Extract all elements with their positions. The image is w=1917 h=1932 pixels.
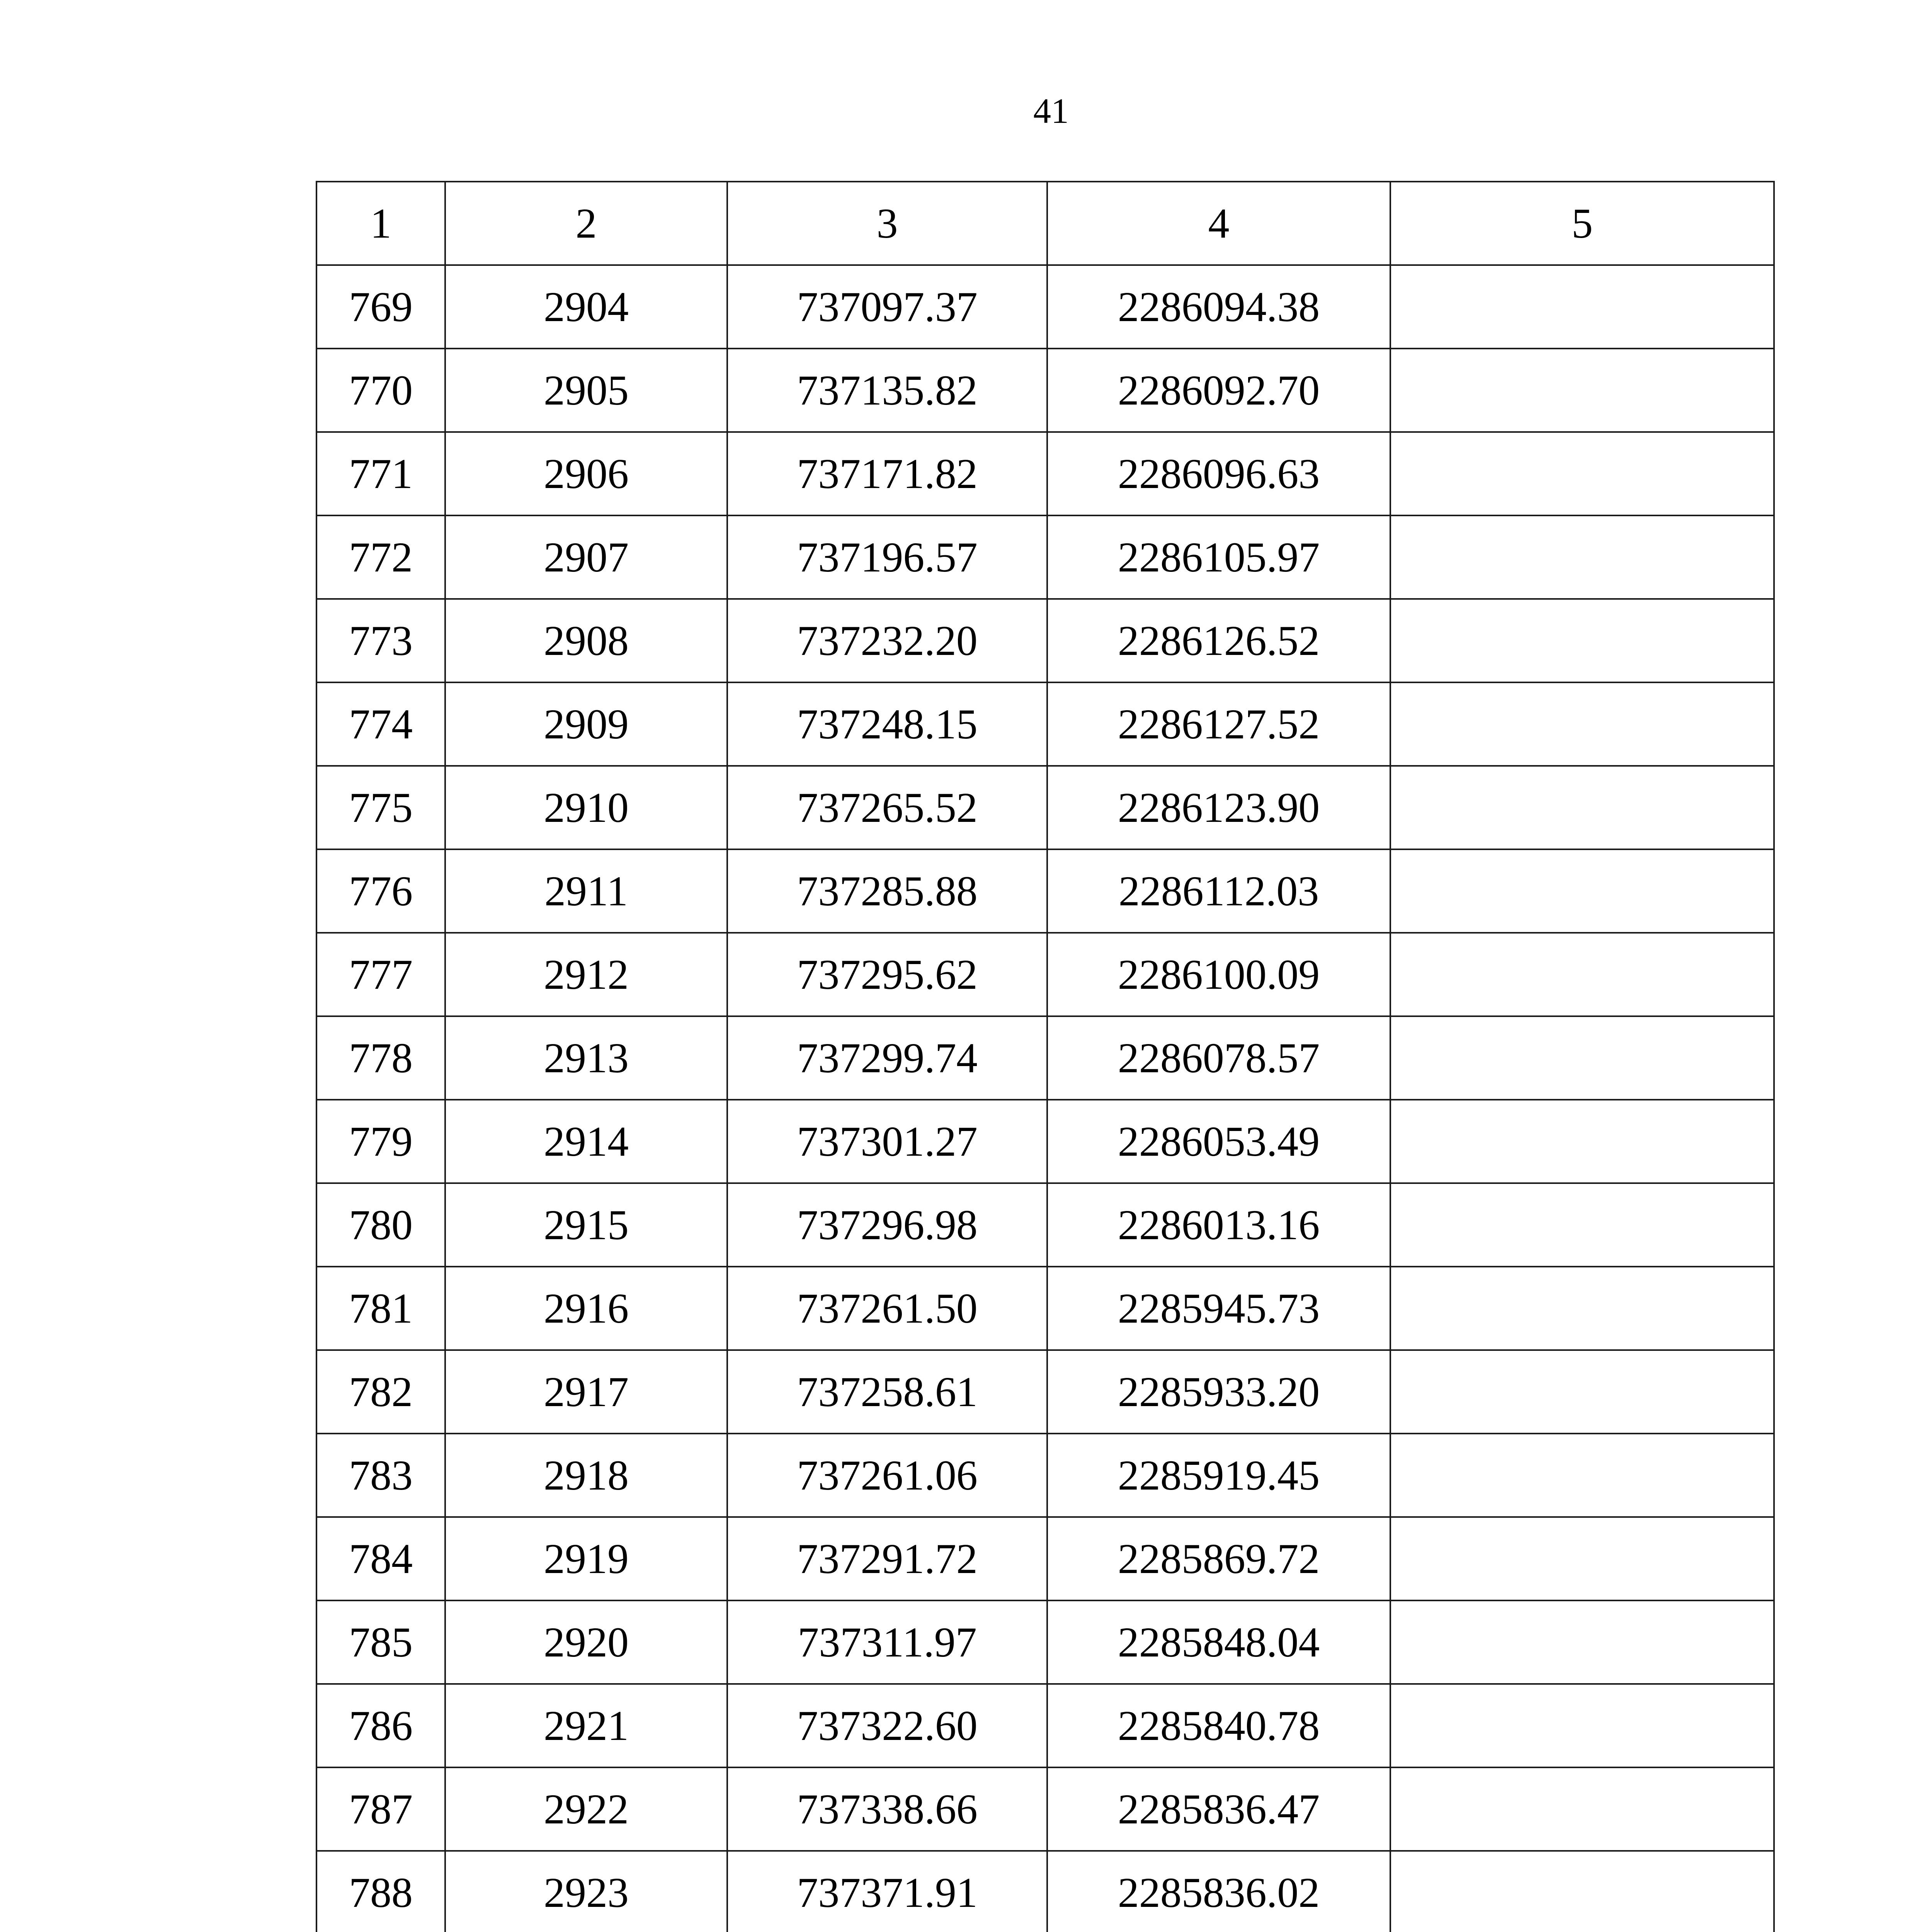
y-coordinate-cell: 2286126.52 xyxy=(1047,599,1390,682)
point-number-cell: 2912 xyxy=(445,933,727,1016)
row-number-cell: 788 xyxy=(316,1851,445,1932)
table-row xyxy=(316,265,1774,349)
x-coordinate-cell: 737299.74 xyxy=(727,1016,1047,1100)
row-number-cell: 769 xyxy=(316,265,445,349)
note-cell xyxy=(1390,1517,1774,1600)
note-cell xyxy=(1390,682,1774,766)
x-coordinate-cell: 737261.50 xyxy=(727,1267,1047,1350)
note-cell xyxy=(1390,1434,1774,1517)
table-row xyxy=(316,349,1774,432)
point-number-cell: 2907 xyxy=(445,515,727,599)
note-cell xyxy=(1390,432,1774,515)
point-number-cell: 2906 xyxy=(445,432,727,515)
point-number-cell: 2905 xyxy=(445,349,727,432)
coordinates-table xyxy=(316,181,1775,1932)
table-row xyxy=(316,933,1774,1016)
x-coordinate-cell: 737232.20 xyxy=(727,599,1047,682)
table-row xyxy=(316,599,1774,682)
point-number-cell: 2919 xyxy=(445,1517,727,1600)
note-cell xyxy=(1390,1016,1774,1100)
point-number-cell: 2922 xyxy=(445,1767,727,1851)
header-cell-3: 3 xyxy=(727,182,1047,265)
point-number-cell: 2913 xyxy=(445,1016,727,1100)
row-number-cell: 787 xyxy=(316,1767,445,1851)
y-coordinate-cell: 2286092.70 xyxy=(1047,349,1390,432)
y-coordinate-cell: 2285919.45 xyxy=(1047,1434,1390,1517)
x-coordinate-cell: 737196.57 xyxy=(727,515,1047,599)
table-row xyxy=(316,1517,1774,1600)
point-number-cell: 2911 xyxy=(445,849,727,933)
point-number-cell: 2904 xyxy=(445,265,727,349)
x-coordinate-cell: 737296.98 xyxy=(727,1183,1047,1267)
table-row xyxy=(316,1350,1774,1434)
header-cell-5: 5 xyxy=(1390,182,1774,265)
table-row xyxy=(316,1434,1774,1517)
y-coordinate-cell: 2285840.78 xyxy=(1047,1684,1390,1767)
x-coordinate-cell: 737261.06 xyxy=(727,1434,1047,1517)
point-number-cell: 2918 xyxy=(445,1434,727,1517)
row-number-cell: 784 xyxy=(316,1517,445,1600)
table-row xyxy=(316,1267,1774,1350)
x-coordinate-cell: 737171.82 xyxy=(727,432,1047,515)
point-number-cell: 2923 xyxy=(445,1851,727,1932)
note-cell xyxy=(1390,1183,1774,1267)
x-coordinate-cell: 737135.82 xyxy=(727,349,1047,432)
y-coordinate-cell: 2285869.72 xyxy=(1047,1517,1390,1600)
note-cell xyxy=(1390,1767,1774,1851)
note-cell xyxy=(1390,1350,1774,1434)
table-row xyxy=(316,432,1774,515)
y-coordinate-cell: 2286013.16 xyxy=(1047,1183,1390,1267)
note-cell xyxy=(1390,1600,1774,1684)
x-coordinate-cell: 737301.27 xyxy=(727,1100,1047,1183)
x-coordinate-cell: 737291.72 xyxy=(727,1517,1047,1600)
note-cell xyxy=(1390,599,1774,682)
note-cell xyxy=(1390,933,1774,1016)
x-coordinate-cell: 737248.15 xyxy=(727,682,1047,766)
table-row xyxy=(316,1016,1774,1100)
x-coordinate-cell: 737097.37 xyxy=(727,265,1047,349)
table-row xyxy=(316,1100,1774,1183)
note-cell xyxy=(1390,349,1774,432)
y-coordinate-cell: 2286094.38 xyxy=(1047,265,1390,349)
row-number-cell: 785 xyxy=(316,1600,445,1684)
note-cell xyxy=(1390,1851,1774,1932)
note-cell xyxy=(1390,1100,1774,1183)
note-cell xyxy=(1390,1684,1774,1767)
x-coordinate-cell: 737322.60 xyxy=(727,1684,1047,1767)
table-row xyxy=(316,766,1774,849)
point-number-cell: 2920 xyxy=(445,1600,727,1684)
row-number-cell: 780 xyxy=(316,1183,445,1267)
row-number-cell: 775 xyxy=(316,766,445,849)
row-number-cell: 776 xyxy=(316,849,445,933)
row-number-cell: 778 xyxy=(316,1016,445,1100)
note-cell xyxy=(1390,515,1774,599)
y-coordinate-cell: 2286100.09 xyxy=(1047,933,1390,1016)
note-cell xyxy=(1390,766,1774,849)
x-coordinate-cell: 737285.88 xyxy=(727,849,1047,933)
row-number-cell: 777 xyxy=(316,933,445,1016)
x-coordinate-cell: 737295.62 xyxy=(727,933,1047,1016)
note-cell xyxy=(1390,265,1774,349)
table-row xyxy=(316,1767,1774,1851)
row-number-cell: 770 xyxy=(316,349,445,432)
x-coordinate-cell: 737311.97 xyxy=(727,1600,1047,1684)
y-coordinate-cell: 2286105.97 xyxy=(1047,515,1390,599)
header-cell-4: 4 xyxy=(1047,182,1390,265)
x-coordinate-cell: 737338.66 xyxy=(727,1767,1047,1851)
row-number-cell: 774 xyxy=(316,682,445,766)
y-coordinate-cell: 2286078.57 xyxy=(1047,1016,1390,1100)
table-row xyxy=(316,849,1774,933)
table-header-row xyxy=(316,182,1774,265)
point-number-cell: 2908 xyxy=(445,599,727,682)
y-coordinate-cell: 2285933.20 xyxy=(1047,1350,1390,1434)
y-coordinate-cell: 2286096.63 xyxy=(1047,432,1390,515)
y-coordinate-cell: 2286127.52 xyxy=(1047,682,1390,766)
point-number-cell: 2917 xyxy=(445,1350,727,1434)
row-number-cell: 781 xyxy=(316,1267,445,1350)
point-number-cell: 2916 xyxy=(445,1267,727,1350)
row-number-cell: 783 xyxy=(316,1434,445,1517)
y-coordinate-cell: 2285836.47 xyxy=(1047,1767,1390,1851)
row-number-cell: 782 xyxy=(316,1350,445,1434)
row-number-cell: 773 xyxy=(316,599,445,682)
table-row xyxy=(316,1851,1774,1932)
row-number-cell: 772 xyxy=(316,515,445,599)
note-cell xyxy=(1390,849,1774,933)
point-number-cell: 2914 xyxy=(445,1100,727,1183)
point-number-cell: 2909 xyxy=(445,682,727,766)
y-coordinate-cell: 2285836.02 xyxy=(1047,1851,1390,1932)
table-row xyxy=(316,1600,1774,1684)
row-number-cell: 779 xyxy=(316,1100,445,1183)
x-coordinate-cell: 737371.91 xyxy=(727,1851,1047,1932)
table-row xyxy=(316,682,1774,766)
y-coordinate-cell: 2286123.90 xyxy=(1047,766,1390,849)
table-row xyxy=(316,1684,1774,1767)
point-number-cell: 2915 xyxy=(445,1183,727,1267)
x-coordinate-cell: 737258.61 xyxy=(727,1350,1047,1434)
header-cell-1: 1 xyxy=(316,182,445,265)
point-number-cell: 2921 xyxy=(445,1684,727,1767)
y-coordinate-cell: 2286112.03 xyxy=(1047,849,1390,933)
y-coordinate-cell: 2286053.49 xyxy=(1047,1100,1390,1183)
row-number-cell: 771 xyxy=(316,432,445,515)
header-cell-2: 2 xyxy=(445,182,727,265)
page-number: 41 xyxy=(1033,91,1069,131)
table-row xyxy=(316,1183,1774,1267)
x-coordinate-cell: 737265.52 xyxy=(727,766,1047,849)
row-number-cell: 786 xyxy=(316,1684,445,1767)
y-coordinate-cell: 2285945.73 xyxy=(1047,1267,1390,1350)
point-number-cell: 2910 xyxy=(445,766,727,849)
table-row xyxy=(316,515,1774,599)
y-coordinate-cell: 2285848.04 xyxy=(1047,1600,1390,1684)
note-cell xyxy=(1390,1267,1774,1350)
